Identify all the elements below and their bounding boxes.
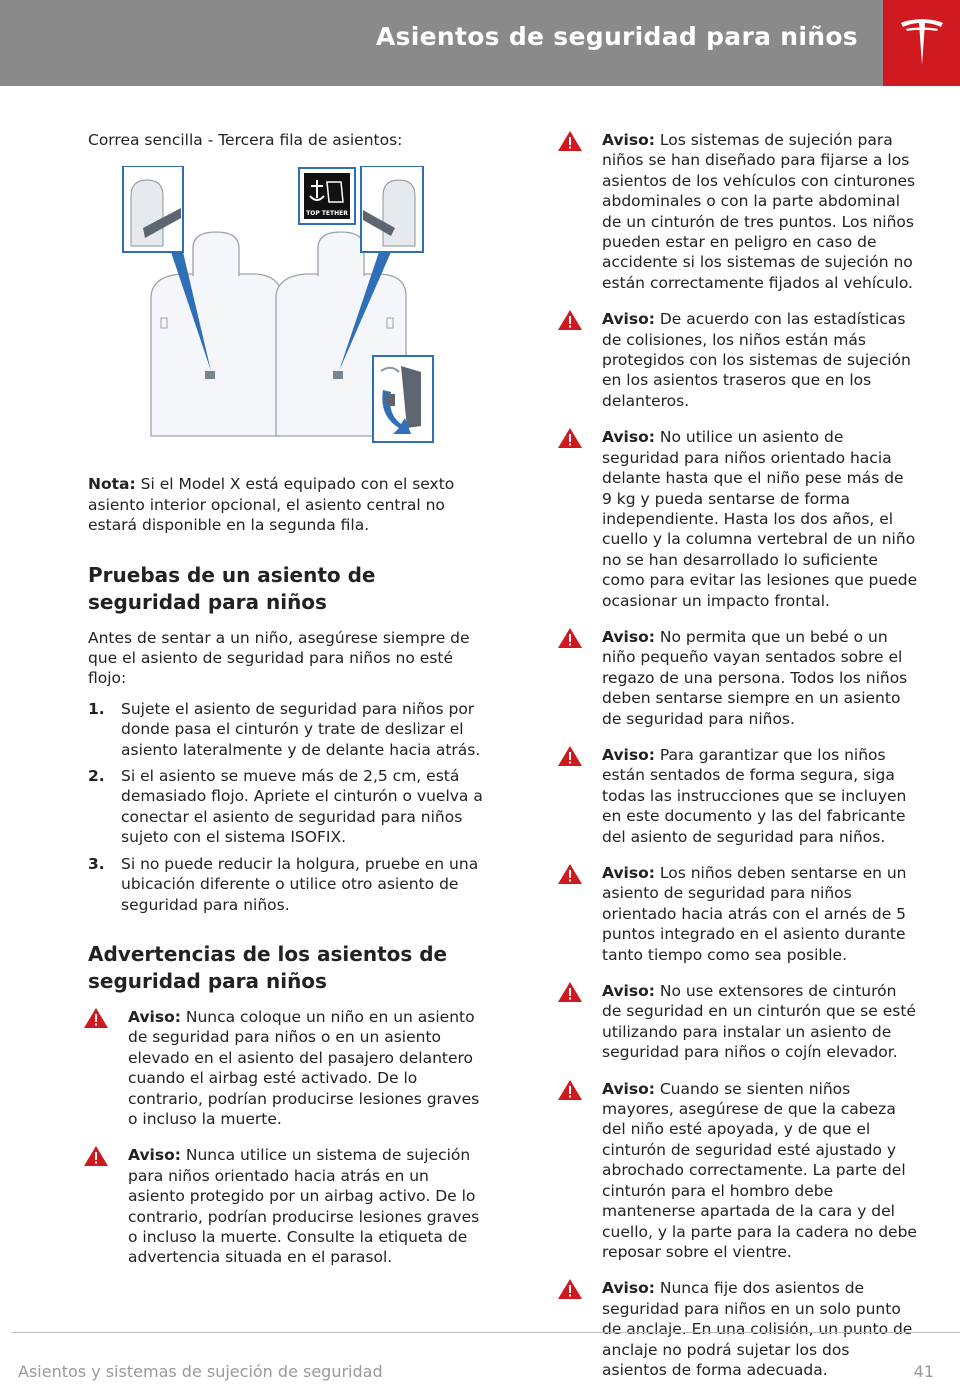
warning-label: Aviso: xyxy=(602,131,655,149)
top-tether-label: TOP TETHER xyxy=(306,210,348,218)
warning-item xyxy=(562,863,918,965)
warning-label: Aviso: xyxy=(602,1079,655,1098)
warning-item xyxy=(88,1145,483,1267)
warning-text: Los sistemas de sujeción para niños se han diseñado para fijarse a los asientos de los vehículos con cinturones abdominales o con la parte abdominal de un cinturón de tres puntos. Los niños pueden estar en peligro en caso de accidente si los sistemas de sujeción no están correctamente fijados al vehículo. xyxy=(602,131,916,292)
warning-label: Aviso: xyxy=(602,864,655,882)
note-label: Nota: xyxy=(88,475,136,494)
left-column xyxy=(88,130,483,1284)
warning-text: Nunca fije dos asientos de seguridad para niños en un solo punto de anclaje. En una colisión, un punto de anclaje no podrá sujetar los dos asientos de forma adecuada. xyxy=(602,1279,913,1379)
warning-text: Nunca utilice un sistema de sujeción para niños orientado hacia atrás en un asiento protegido por un airbag activo. De lo contrario, podrían producirse lesiones graves o incluso la muerte. Consulte la etiqueta de advertencia situada en el parasol. xyxy=(128,1146,480,1267)
warning-item xyxy=(562,1278,918,1380)
step-text: Si no puede reducir la holgura, pruebe en una ubicación diferente o utilice otro asiento de seguridad para niños. xyxy=(121,854,479,914)
step-text: Sujete el asiento de seguridad para niños por donde pasa el cinturón y trate de deslizar el asiento lateralmente y de delante hacia atrás. xyxy=(121,699,481,759)
warning-item xyxy=(562,130,918,293)
warning-icon xyxy=(558,982,582,1002)
warning-item xyxy=(562,309,918,411)
warning-label: Aviso: xyxy=(602,310,655,329)
warning-text: Para garantizar que los niños están sentados de forma segura, siga todas las instrucciones que se incluyen en este documento y las del fabricante del asiento de seguridad para niños. xyxy=(602,745,907,846)
list-item xyxy=(88,854,483,915)
warning-icon xyxy=(558,628,582,648)
warning-text: Nunca coloque un niño en un asiento de seguridad para niños o en un asiento elevado en el asiento del pasajero delantero cuando el airbag esté activado. De lo contrario, podrían producirse lesiones graves o incluso la muerte. xyxy=(128,1007,480,1128)
warning-icon xyxy=(558,746,582,766)
tesla-logo-icon xyxy=(897,17,947,69)
page-title: Asientos de seguridad para niños xyxy=(375,22,858,51)
footer-divider xyxy=(12,1332,960,1333)
warning-icon xyxy=(558,310,582,330)
step-number: 3. xyxy=(88,854,105,873)
warning-item xyxy=(562,745,918,847)
warning-icon xyxy=(558,131,582,151)
page-header xyxy=(0,0,960,86)
testing-steps-list xyxy=(88,699,483,915)
footer-section-title: Asientos y sistemas de sujeción de seguridad xyxy=(18,1362,383,1381)
section-title-warnings: Advertencias de los asientos de seguridad para niños xyxy=(88,941,448,993)
warning-text: Cuando se sienten niños mayores, asegúrese de que la cabeza del niño esté apoyada, y de que el cinturón de seguridad esté ajustado y abrochado correctamente. La parte del cinturón para el hombro debe mantenerse apartada de la cara y del cuello, y la parte para la cadera no debe reposar sobre el vientre. xyxy=(602,1079,917,1261)
seat-tether-figure xyxy=(121,166,441,446)
section-testing-intro: Antes de sentar a un niño, asegúrese siempre de que el asiento de seguridad para niños no esté flojo: xyxy=(88,628,470,688)
warning-text: Los niños deben sentarse en un asiento de seguridad para niños orientado hacia atrás con el arnés de 5 puntos integrado en el asiento durante tanto tiempo como sea posible. xyxy=(602,864,907,964)
warning-icon xyxy=(558,864,582,884)
warning-icon xyxy=(558,1080,582,1100)
warning-item xyxy=(562,427,918,611)
note-text: Si el Model X está equipado con el sexto asiento interior opcional, el asiento central no estará disponible en la segunda fila. xyxy=(88,475,455,535)
warning-item xyxy=(562,981,918,1063)
right-column xyxy=(562,130,918,1396)
step-number: 1. xyxy=(88,699,105,718)
warning-icon xyxy=(558,1279,582,1299)
figure-intro: Correa sencilla - Tercera fila de asientos: xyxy=(88,131,403,149)
warning-icon xyxy=(84,1008,108,1028)
warning-item xyxy=(88,1007,483,1129)
list-item xyxy=(88,766,483,848)
warning-label: Aviso: xyxy=(128,1007,181,1026)
model-x-note xyxy=(88,474,483,535)
warning-icon xyxy=(84,1146,108,1166)
warning-text: De acuerdo con las estadísticas de colisiones, los niños están más protegidos con los sistemas de sujeción en los asientos traseros que en los delanteros. xyxy=(602,310,911,410)
warning-item xyxy=(562,627,918,729)
list-item xyxy=(88,699,483,760)
warning-text: No permita que un bebé o un niño pequeño vayan sentados sobre el regazo de una persona. Todos los niños deben sentarse siempre en un asiento de seguridad para niños. xyxy=(602,627,908,728)
tesla-logo xyxy=(883,0,960,86)
step-text: Si el asiento se mueve más de 2,5 cm, está demasiado flojo. Apriete el cinturón o vuelva a conectar el asiento de seguridad para niños sujeto con el sistema ISOFIX. xyxy=(121,767,483,847)
warning-label: Aviso: xyxy=(602,982,655,1001)
step-number: 2. xyxy=(88,767,105,786)
warning-label: Aviso: xyxy=(602,428,655,447)
warning-label: Aviso: xyxy=(128,1146,181,1165)
warning-text: No utilice un asiento de seguridad para niños orientado hacia delante hasta que el niño pese más de 9 kg y pueda sentarse de forma independiente. Hasta los dos años, el cuello y la columna vertebral de un niño no se han desarrollado lo suficiente como para evitar las lesiones que puede ocasionar un impacto frontal. xyxy=(602,428,918,610)
warning-icon xyxy=(558,428,582,448)
page-number: 41 xyxy=(913,1362,934,1381)
warning-item xyxy=(562,1079,918,1263)
warning-label: Aviso: xyxy=(602,1279,655,1298)
warning-label: Aviso: xyxy=(602,745,655,764)
section-title-testing: Pruebas de un asiento de seguridad para niños xyxy=(88,562,376,614)
warning-label: Aviso: xyxy=(602,627,655,646)
seat-illustration xyxy=(121,166,441,446)
warning-text: No use extensores de cinturón de seguridad en un cinturón que se esté utilizando para instalar un asiento de seguridad para niños o cojín elevador. xyxy=(602,982,916,1062)
